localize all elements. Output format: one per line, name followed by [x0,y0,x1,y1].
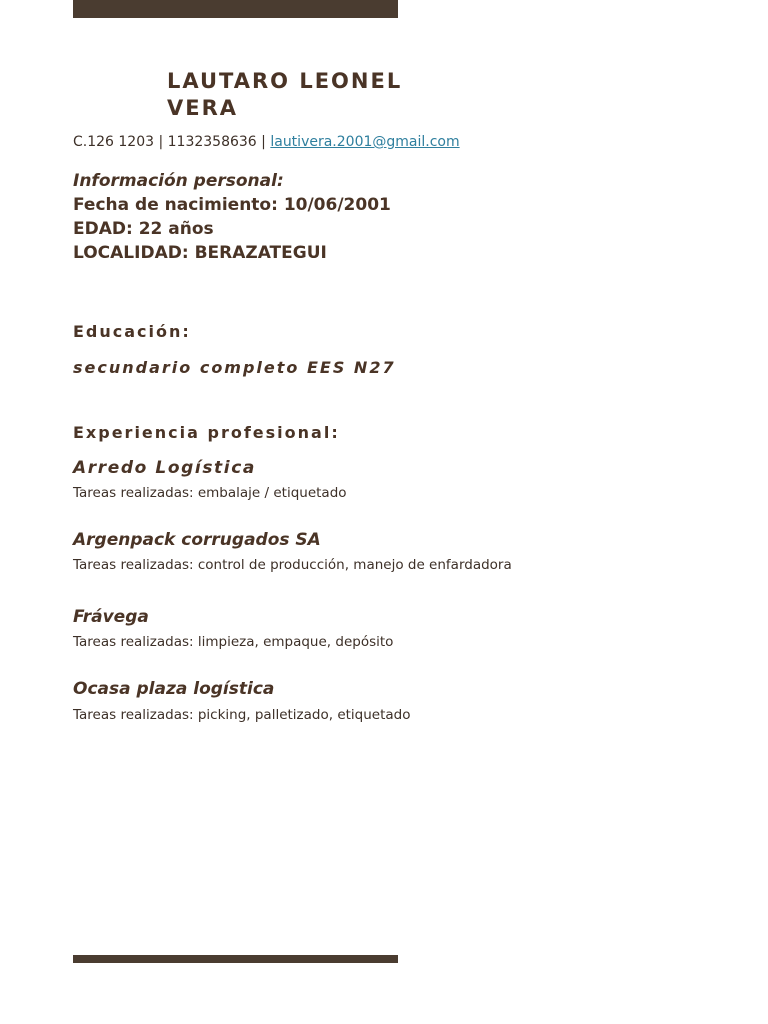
job-tasks: Tareas realizadas: control de producción, manejo de enfardadora [73,557,512,573]
job-tasks: Tareas realizadas: picking, palletizado, etiquetado [73,707,411,723]
top-accent-bar [73,0,398,18]
job-tasks: Tareas realizadas: limpieza, empaque, depósito [73,634,394,650]
contact-details: C.126 1203 | 1132358636 | [73,134,271,150]
email-link[interactable]: lautivera.2001@gmail.com [270,134,460,150]
job-company: Ocasa plaza logística [73,679,275,699]
education-item: secundario completo EES N27 [73,358,396,377]
education-heading: Educación: [73,322,191,341]
birth-date: Fecha de nacimiento: 10/06/2001 [73,195,391,215]
bottom-accent-bar [73,955,398,963]
contact-line [73,134,460,150]
locality: LOCALIDAD: BERAZATEGUI [73,243,327,263]
age: EDAD: 22 años [73,219,214,239]
job-company: Frávega [73,607,149,627]
experience-heading: Experiencia profesional: [73,423,340,442]
personal-info-heading: Información personal: [73,171,284,191]
job-tasks: Tareas realizadas: embalaje / etiquetado [73,485,347,501]
job-company: Argenpack corrugados SA [73,530,321,550]
resume-name: LAUTARO LEONEL VERA [167,69,403,120]
job-company: Arredo Logística [73,458,256,478]
